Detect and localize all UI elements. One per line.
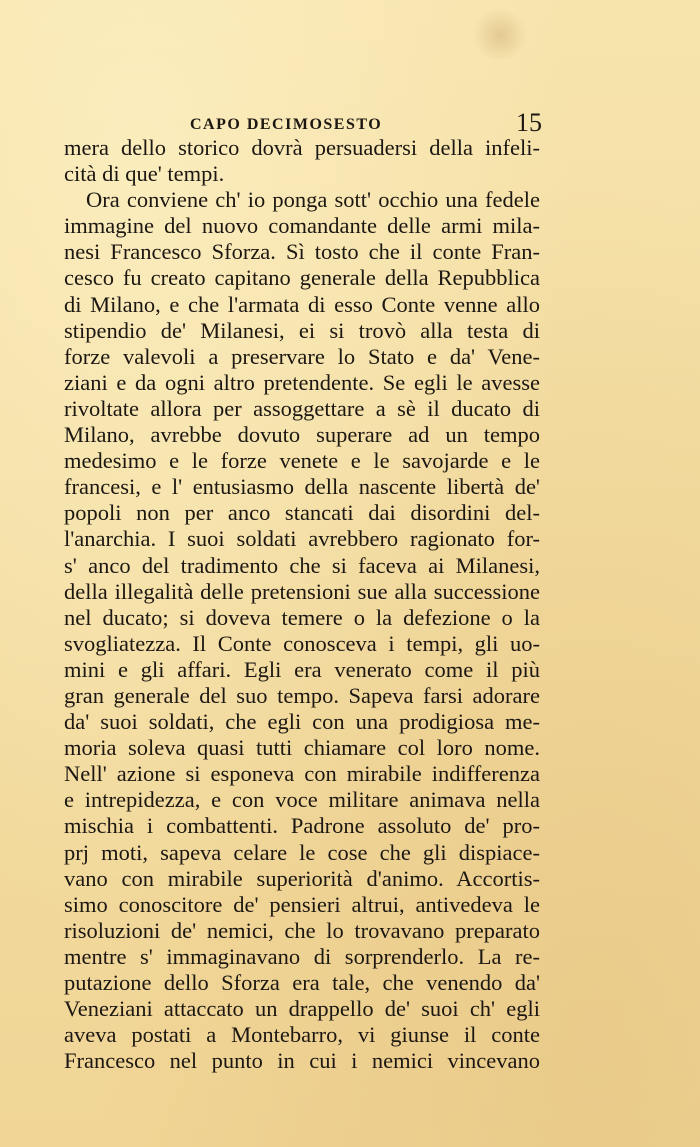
text-line: aveva postati a Montebarro, vi giunse il conte [64, 1022, 540, 1048]
page-number: 15 [516, 108, 542, 137]
text-line: medesimo e le forze venete e le savojarde e le [64, 448, 540, 474]
text-line: ziani e da ogni altro pretendente. Se egli le avesse [64, 369, 540, 395]
paper-stain [470, 10, 530, 60]
text-line: immagine del nuovo comandante delle armi mila- [64, 213, 540, 239]
text-line: e intrepidezza, e con voce militare animava nella [64, 787, 540, 813]
text-line: di Milano, e che l'armata di esso Conte venne allo [64, 291, 540, 317]
text-line: mischia i combattenti. Padrone assoluto de' pro- [64, 813, 540, 839]
text-line: vano con mirabile superiorità d'animo. Accortis- [64, 865, 540, 891]
text-line: cità di que' tempi. [64, 161, 225, 187]
text-line: Francesco nel punto in cui i nemici vincevano [64, 1048, 540, 1074]
text-line: nesi Francesco Sforza. Sì tosto che il conte Fran- [64, 239, 540, 265]
text-line: svogliatezza. Il Conte conosceva i tempi, gli uo- [64, 630, 540, 656]
text-line: forze valevoli a preservare lo Stato e da' Vene- [64, 343, 540, 369]
text-line: Nell' azione si esponeva con mirabile indifferenza [64, 761, 540, 787]
text-line: Veneziani attaccato un drappello de' suoi ch' egli [64, 996, 540, 1022]
text-line: francesi, e l' entusiasmo della nascente libertà de' [64, 474, 540, 500]
chapter-title: CAPO DECIMOSESTO [190, 116, 383, 133]
text-line: popoli non per anco stancati dai disordini del- [64, 500, 540, 526]
text-line: risoluzioni de' nemici, che lo trovavano preparato [64, 917, 540, 943]
text-line: mentre s' immaginavano di sorprenderlo. La re- [64, 943, 540, 969]
text-line: moria soleva quasi tutti chiamare col loro nome. [64, 735, 540, 761]
text-line: Ora conviene ch' io ponga sott' occhio una fedele [86, 187, 540, 213]
text-line: della illegalità delle pretensioni sue alla successione [64, 578, 540, 604]
text-line: nel ducato; si doveva temere o la defezione o la [64, 604, 540, 630]
text-line: da' suoi soldati, che egli con una prodigiosa me- [64, 709, 540, 735]
text-line: putazione dello Sforza era tale, che venendo da' [64, 970, 540, 995]
text-line: l'anarchia. I suoi soldati avrebbero ragionato for- [64, 526, 540, 552]
text-line: rivoltate allora per assoggettare a sè il ducato di [64, 395, 540, 421]
text-line: s' anco del tradimento che si faceva ai Milanesi, [64, 552, 540, 578]
text-line: gran generale del suo tempo. Sapeva farsi adorare [64, 682, 540, 708]
text-line: cesco fu creato capitano generale della Repubblica [64, 265, 540, 291]
text-line: Milano, avrebbe dovuto superare ad un tempo [64, 422, 540, 448]
body-text [64, 135, 540, 1074]
text-line: stipendio de' Milanesi, ei si trovò alla testa di [64, 317, 540, 343]
text-line: simo conoscitore de' pensieri altrui, antivedeva le [64, 891, 540, 917]
text-line: mini e gli affari. Egli era venerato come il più [64, 656, 540, 682]
text-line: mera dello storico dovrà persuadersi della infeli- [64, 135, 540, 160]
text-line: prj moti, sapeva celare le cose che gli dispiace- [64, 839, 540, 865]
